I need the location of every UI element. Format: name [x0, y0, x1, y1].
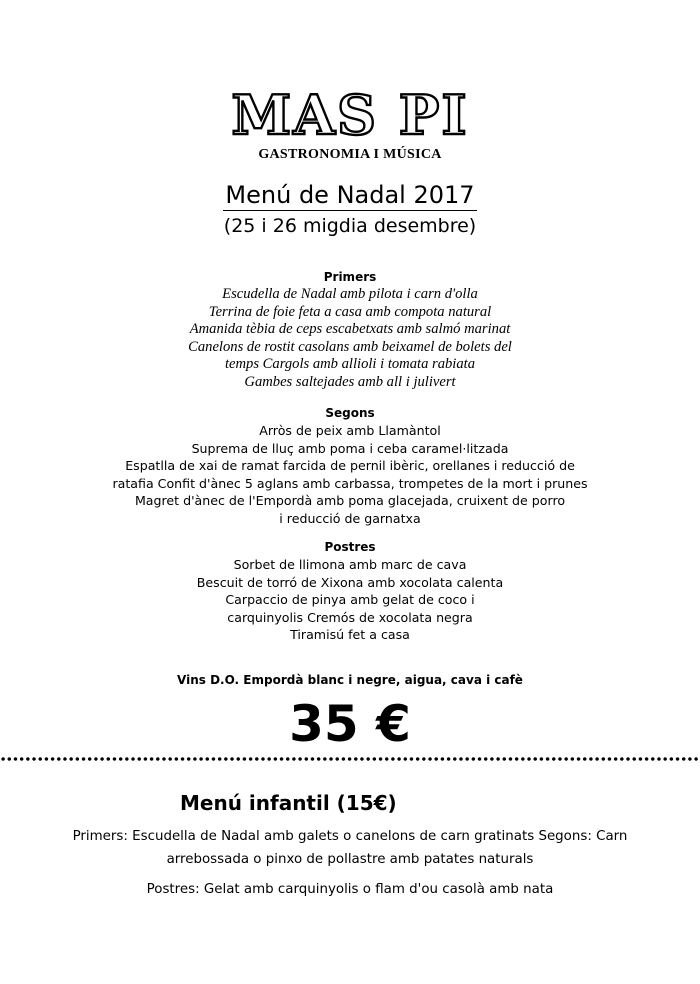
kids-menu-line: arrebossada o pinxo de pollastre amb patates naturals: [166, 852, 534, 867]
menu-subtitle: (25 i 26 migdia desembre): [223, 215, 477, 237]
section-heading: Postres: [324, 540, 376, 554]
menu-line: Bescuit de torró de Xixona amb xocolata calenta: [196, 574, 504, 590]
wines-note: Vins D.O. Empordà blanc i negre, aigua, cava i cafè: [177, 673, 523, 687]
menu-line: Carpaccio de pinya amb gelat de coco i: [225, 592, 475, 608]
menu-line: Suprema de lluç amb poma i ceba caramel·litzada: [191, 440, 509, 456]
menu-line: Canelons de rostit casolans amb beixamel de bolets del: [188, 338, 512, 355]
section-heading: Primers: [323, 270, 377, 284]
menu-line: Sorbet de llimona amb marc de cava: [233, 557, 467, 572]
menu-line: Escudella de Nadal amb pilota i carn d'olla: [222, 286, 478, 302]
section-segons: [0, 404, 700, 528]
menu-line: Magret d'ànec de l'Empordà amb poma glacejada, cruixent de porro: [134, 493, 566, 509]
logo-wordmark: [230, 84, 470, 142]
menu-line: carquinyolis Cremós de xocolata negra: [227, 609, 473, 625]
section-heading: Segons: [325, 406, 375, 420]
menu-title-text: Menú de Nadal 2017: [225, 181, 475, 209]
menu-line: i reducció de garnatxa: [279, 510, 421, 526]
dotted-divider: [0, 757, 700, 761]
logo: [0, 84, 700, 142]
menu-line: Espatlla de xai de ramat farcida de pernil ibèric, orellanes i reducció de: [125, 458, 575, 474]
menu-line: Terrina de foie feta a casa amb compota natural: [208, 303, 492, 320]
menu-line: Arròs de peix amb Llamàntol: [259, 423, 441, 438]
tagline: GASTRONOMIA I MÚSICA: [258, 147, 442, 162]
kids-menu-line: Primers: Escudella de Nadal amb galets o canelons de carn gratinats Segons: Carn: [72, 829, 628, 844]
menu-line: temps Cargols amb allioli i tomata rabiata: [224, 356, 475, 373]
menu-title: [0, 181, 700, 209]
logo-text: MAS PI: [231, 84, 469, 142]
section-primers: [0, 268, 700, 392]
menu-price: 35 €: [289, 695, 411, 753]
menu-line: ratafia Confit d'ànec 5 aglans amb carbassa, trompetes de la mort i prunes: [112, 475, 588, 491]
kids-menu-line: Postres: Gelat amb carquinyolis o flam d'ou casolà amb nata: [146, 882, 554, 897]
menu-line: Amanida tèbia de ceps escabetxats amb salmó marinat: [189, 321, 511, 338]
kids-menu-title: Menú infantil (15€): [180, 791, 397, 815]
section-postres: [0, 538, 700, 644]
menu-line: Gambes saltejades amb all i julivert: [244, 373, 456, 390]
menu-line: Tiramisú fet a casa: [290, 627, 410, 643]
